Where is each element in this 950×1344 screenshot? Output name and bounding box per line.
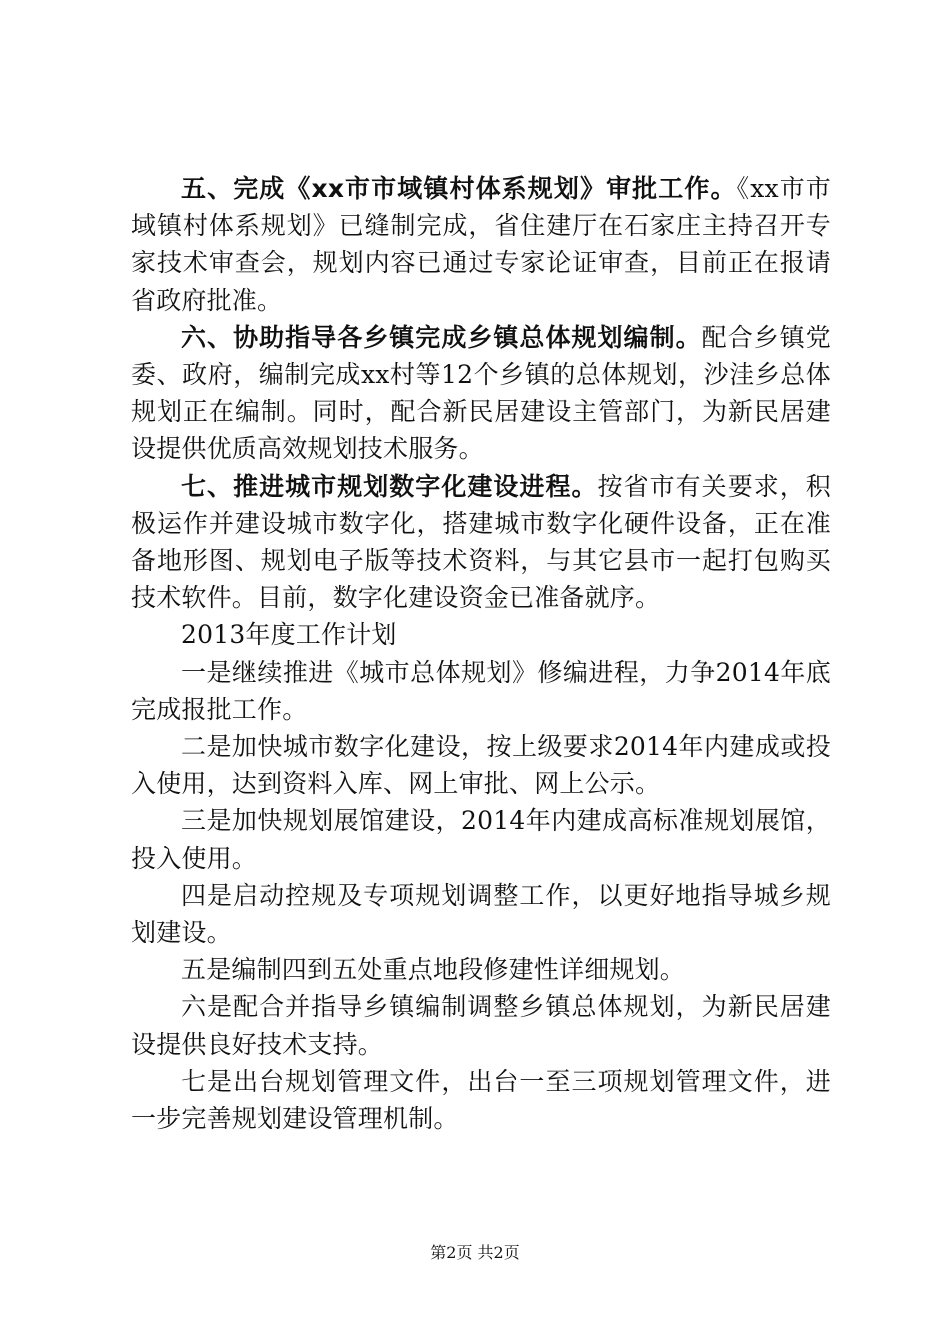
section-6-heading: 六、协助指导各乡镇完成乡镇总体规划编制。 [181, 322, 702, 352]
plan-title: 2013年度工作计划 [181, 620, 397, 650]
plan-item-7: 七是出台规划管理文件，出台一至三项规划管理文件，进一步完善规划建设管理机制。 [131, 1066, 831, 1134]
section-5-heading: 五、完成《xx市市域镇村体系规划》审批工作。 [181, 174, 737, 203]
page-number-footer: 第2页 共2页 [430, 1243, 520, 1262]
document-body [131, 170, 831, 1137]
section-6 [131, 319, 831, 468]
section-5 [131, 170, 831, 319]
plan-item-1: 一是继续推进《城市总体规划》修编进程，力争2014年底完成报批工作。 [131, 657, 831, 724]
section-7 [131, 468, 831, 617]
section-7-text: 按省市有关要求，积极运作并建设城市数字化，搭建城市数字化硬件设备，正在准备地形图、规划电子版等技术资料，与其它县市一起打包购买技术软件。目前，数字化建设资金已准备就序。 [131, 471, 831, 613]
plan-item-4: 四是启动控规及专项规划调整工作，以更好地指导城乡规划建设。 [131, 880, 831, 948]
plan-item-6: 六是配合并指导乡镇编制调整乡镇总体规划，为新民居建设提供良好技术支持。 [131, 992, 831, 1059]
section-6-text: 配合乡镇党委、政府，编制完成xx村等12个乡镇的总体规划，沙洼乡总体规划正在编制。同时，配合新民居建设主管部门，为新民居建设提供优质高效规划技术服务。 [131, 322, 831, 464]
plan-item-3: 三是加快规划展馆建设，2014年内建成高标准规划展馆，投入使用。 [131, 806, 831, 873]
section-5-text: 《xx市市域镇村体系规划》已缝制完成，省住建厅在石家庄主持召开专家技术审查会，规划内容已通过专家论证审查，目前正在报请省政府批准。 [131, 174, 831, 315]
section-7-heading: 七、推进城市规划数字化建设进程。 [181, 471, 598, 501]
plan-item-2: 二是加快城市数字化建设，按上级要求2014年内建成或投入使用，达到资料入库、网上审批、网上公示。 [131, 732, 831, 799]
plan-item-5: 五是编制四到五处重点地段修建性详细规划。 [181, 955, 686, 985]
